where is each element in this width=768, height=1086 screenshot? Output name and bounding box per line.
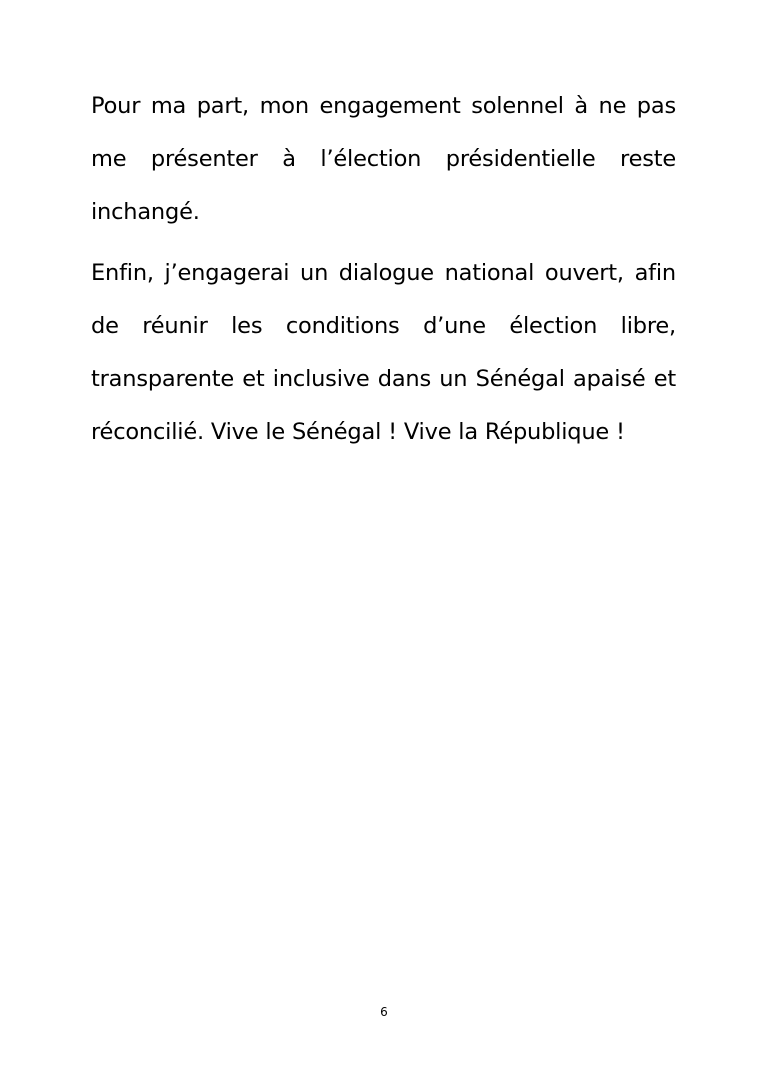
paragraph-dialogue: Enfin, j’engagerai un dialogue national ouvert, afin de réunir les conditions d’une élection libre, transparente et inclusive dans un Sénégal apaisé et réconcilié. Vive le Sénégal ! Vive la République ! [91, 260, 676, 445]
page-number: 6 [380, 1005, 388, 1019]
paragraph-commitment: Pour ma part, mon engagement solennel à ne pas me présenter à l’élection présidentielle reste inchangé. [91, 93, 676, 225]
document-body [91, 80, 676, 467]
